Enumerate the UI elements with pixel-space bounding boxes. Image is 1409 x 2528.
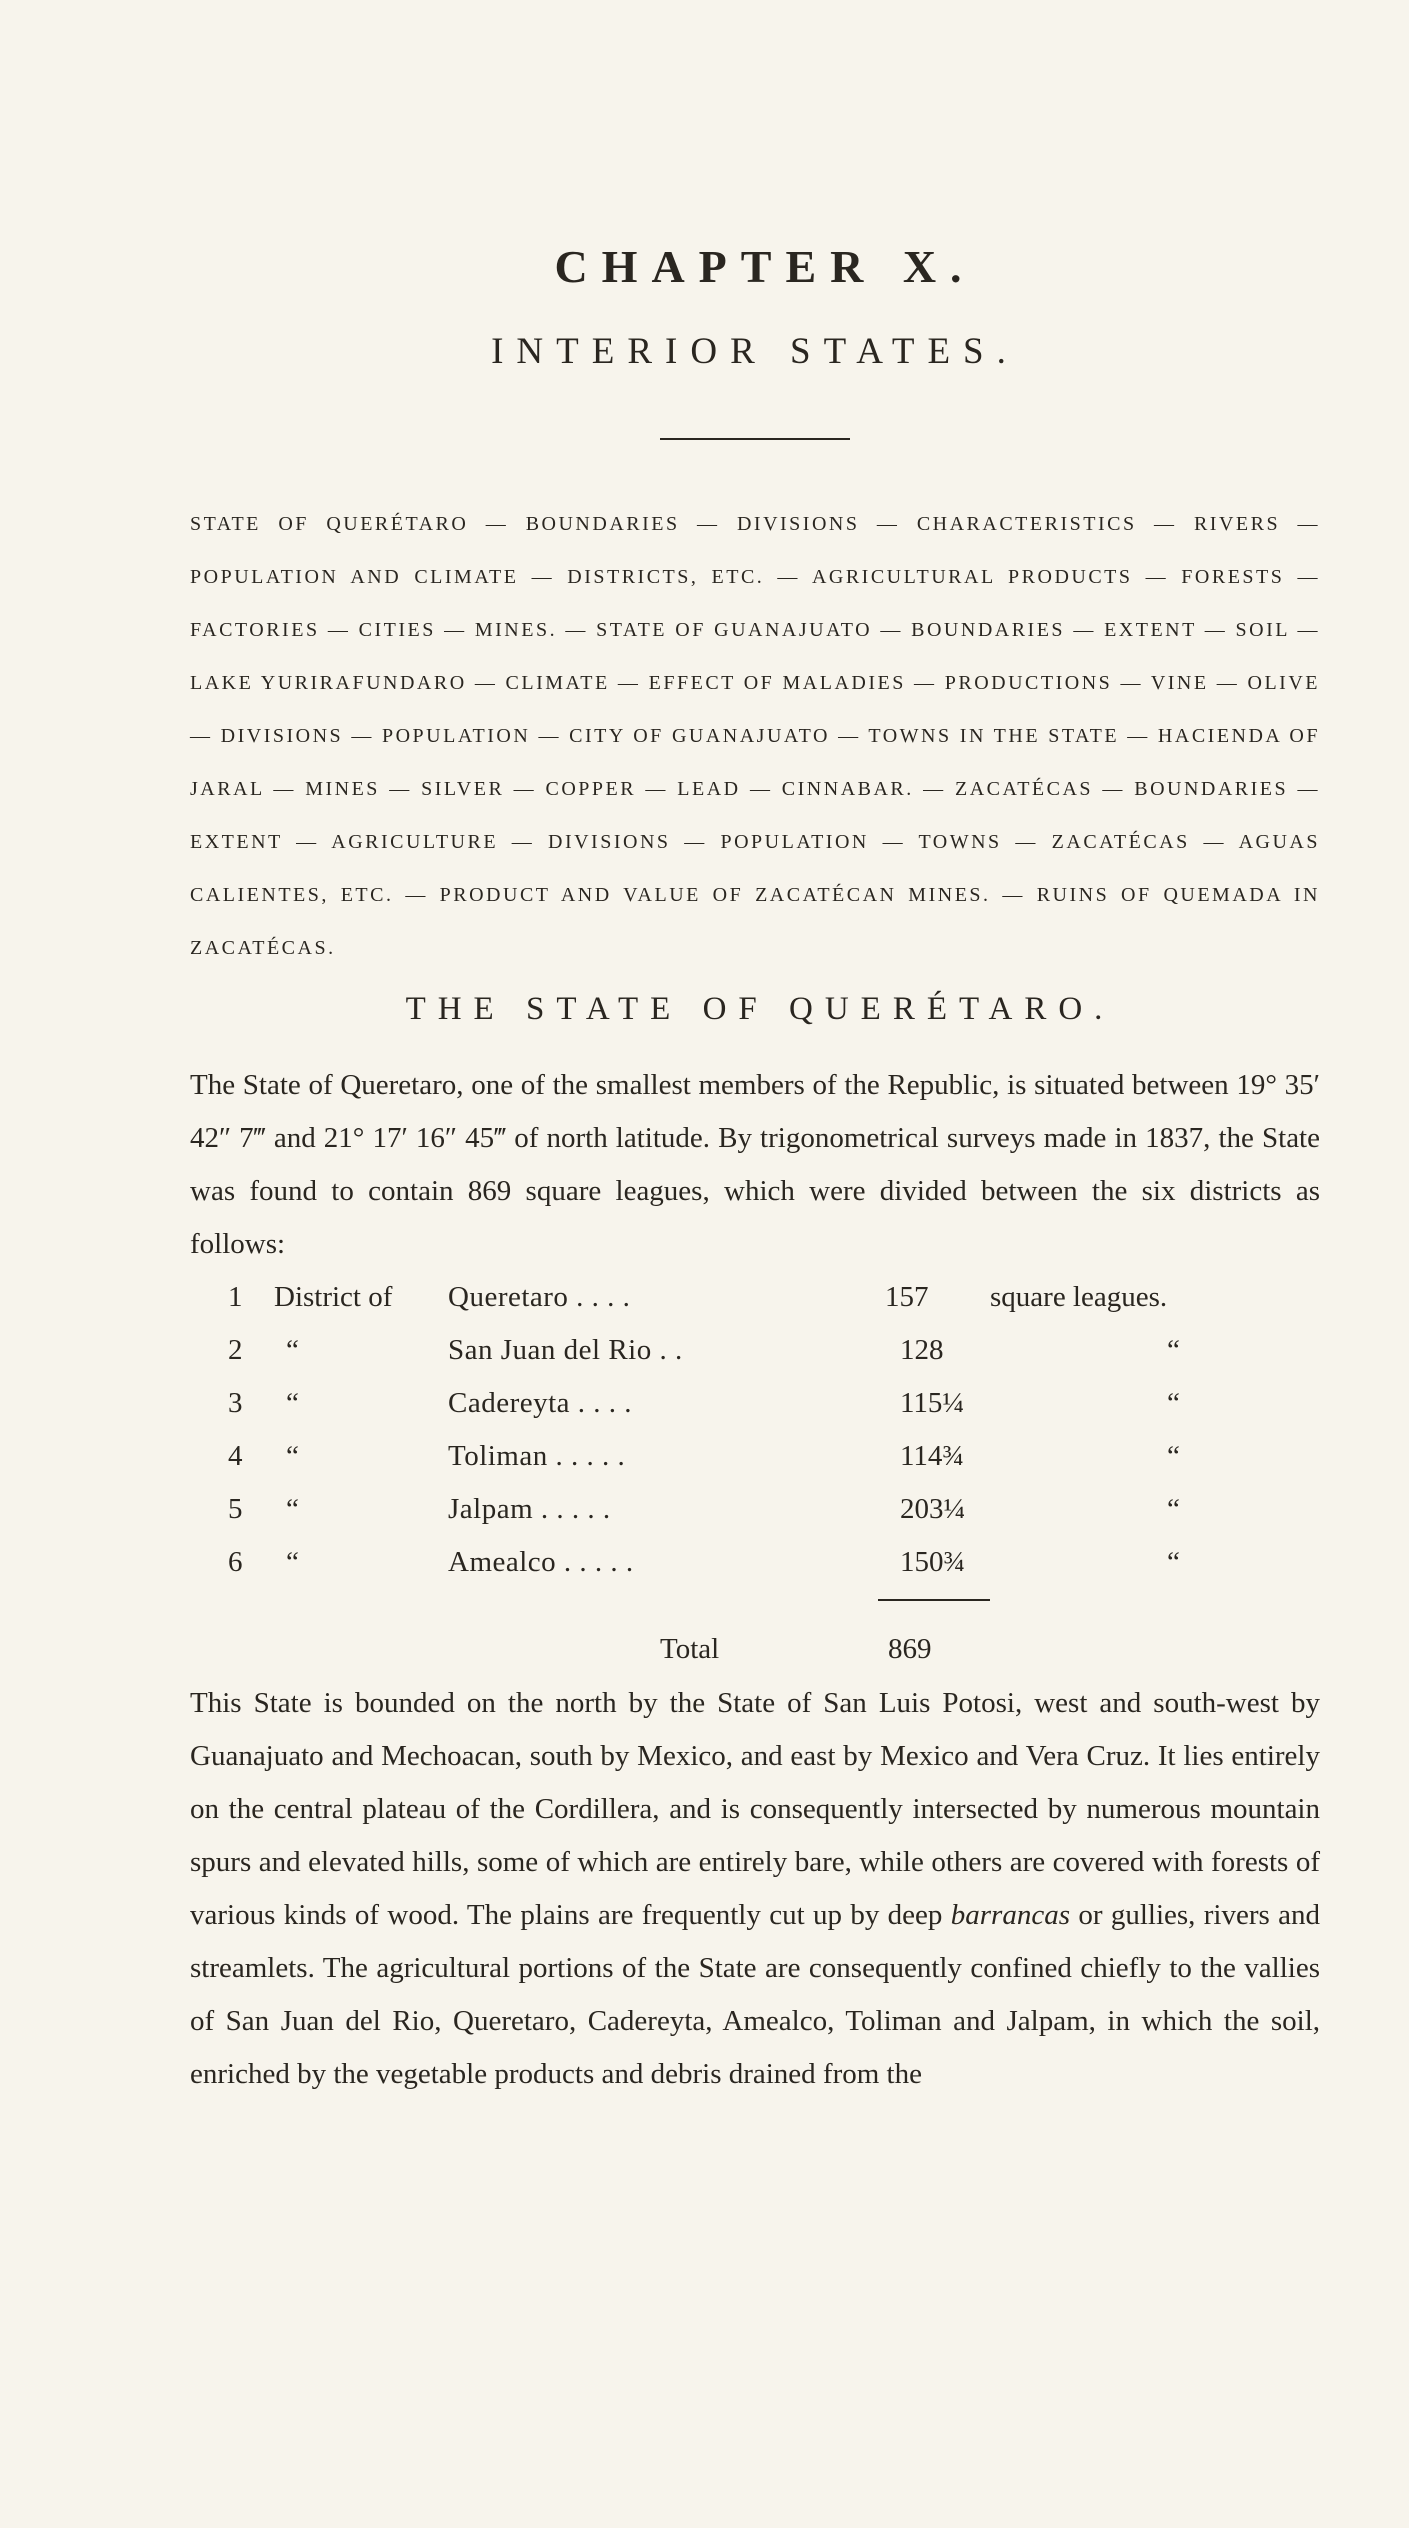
ditto-mark: “ [286,1493,299,1525]
district-number: 6 [228,1546,243,1578]
district-label: District of [274,1281,393,1313]
district-row [190,1271,1320,1324]
district-row [190,1430,1320,1483]
chapter-subtitle: INTERIOR STATES. [491,331,1019,372]
ditto-mark: “ [286,1440,299,1472]
district-name: Cadereyta . . . . [448,1387,633,1419]
total-value: 869 [888,1633,932,1665]
ditto-mark: “ [286,1334,299,1366]
district-number: 2 [228,1334,243,1366]
district-number: 4 [228,1440,243,1472]
paragraph-boundaries: This State is bounded on the north by the State of San Luis Potosi, west and south-west by Guanajuato and Mechoacan, south by Mexico, and east by Mexico and Vera Cruz. It lies entirely on the central plateau of the Cordillera, and is consequently intersected by numerous mountain spurs and elevated hills, some of which are entirely bare, while others are covered with forests of various kinds of wood. The plains are frequently cut up by deep barrancas or gullies, rivers and streamlets. The agricultural portions of the State are consequently confined chiefly to the vallies of San Juan del Rio, Queretaro, Cadereyta, Amealco, Toliman and Jalpam, in which the soil, enriched by the vegetable products and debris drained from the [190,1687,1320,2090]
district-unit: square leagues. [990,1281,1168,1313]
total-rule [878,1599,990,1601]
district-value: 128 [900,1334,944,1366]
district-row [190,1377,1320,1430]
district-number: 5 [228,1493,243,1525]
italic-term: barrancas [950,1899,1070,1931]
ditto-mark: “ [286,1546,299,1578]
section-heading: THE STATE OF QUERÉTARO. [405,991,1115,1027]
district-row [190,1536,1320,1589]
chapter-title: CHAPTER X. [554,241,976,292]
ditto-mark: “ [1167,1546,1180,1578]
district-value: 203¼ [900,1493,966,1525]
chapter-synopsis: STATE OF QUERÉTARO — BOUNDARIES — DIVISIONS — CHARACTERISTICS — RIVERS — POPULATION AND CLIMATE — DISTRICTS, ETC. — AGRICULTURAL PRODUCTS — FORESTS — FACTORIES — CITIES — MINES. — STATE OF GUANAJUATO — BOUNDARIES — EXTENT — SOIL — LAKE YURIRAFUNDARO — CLIMATE — EFFECT OF MALADIES — PRODUCTIONS — VINE — OLIVE — DIVISIONS — POPULATION — CITY OF GUANAJUATO — TOWNS IN THE STATE — HACIENDA OF JARAL — MINES — SILVER — COPPER — LEAD — CINNABAR. — ZACATÉCAS — BOUNDARIES — EXTENT — AGRICULTURE — DIVISIONS — POPULATION — TOWNS — ZACATÉCAS — AGUAS CALIENTES, ETC. — PRODUCT AND VALUE OF ZACATÉCAN MINES. — RUINS OF QUEMADA IN ZACATÉCAS. [190,513,1320,959]
paragraph-intro: The State of Queretaro, one of the smallest members of the Republic, is situated between 19° 35′ 42″ 7‴ and 21° 17′ 16″ 45‴ of north latitude. By trigonometrical surveys made in 1837, the State was found to contain 869 square leagues, which were divided between the six districts as follows: [190,1069,1320,1260]
ditto-mark: “ [1167,1387,1180,1419]
ditto-mark: “ [1167,1334,1180,1366]
districts-table [190,1271,1320,1589]
ditto-mark: “ [286,1387,299,1419]
district-number: 3 [228,1387,243,1419]
ditto-mark: “ [1167,1440,1180,1472]
total-label: Total [660,1633,720,1665]
district-value: 114¾ [900,1440,965,1472]
district-row [190,1483,1320,1536]
district-row [190,1324,1320,1377]
title-rule [660,438,850,440]
district-name: Toliman . . . . . [448,1440,626,1472]
ditto-mark: “ [1167,1493,1180,1525]
district-name: Queretaro . . . . [448,1281,631,1313]
district-value: 157 [885,1281,929,1313]
district-name: San Juan del Rio . . [448,1334,683,1366]
district-name: Amealco . . . . . [448,1546,634,1578]
book-page [190,240,1320,2101]
total-row [190,1623,1320,1683]
district-value: 115¼ [900,1387,965,1419]
district-number: 1 [228,1281,243,1313]
district-name: Jalpam . . . . . [448,1493,611,1525]
district-value: 150¾ [900,1546,966,1578]
